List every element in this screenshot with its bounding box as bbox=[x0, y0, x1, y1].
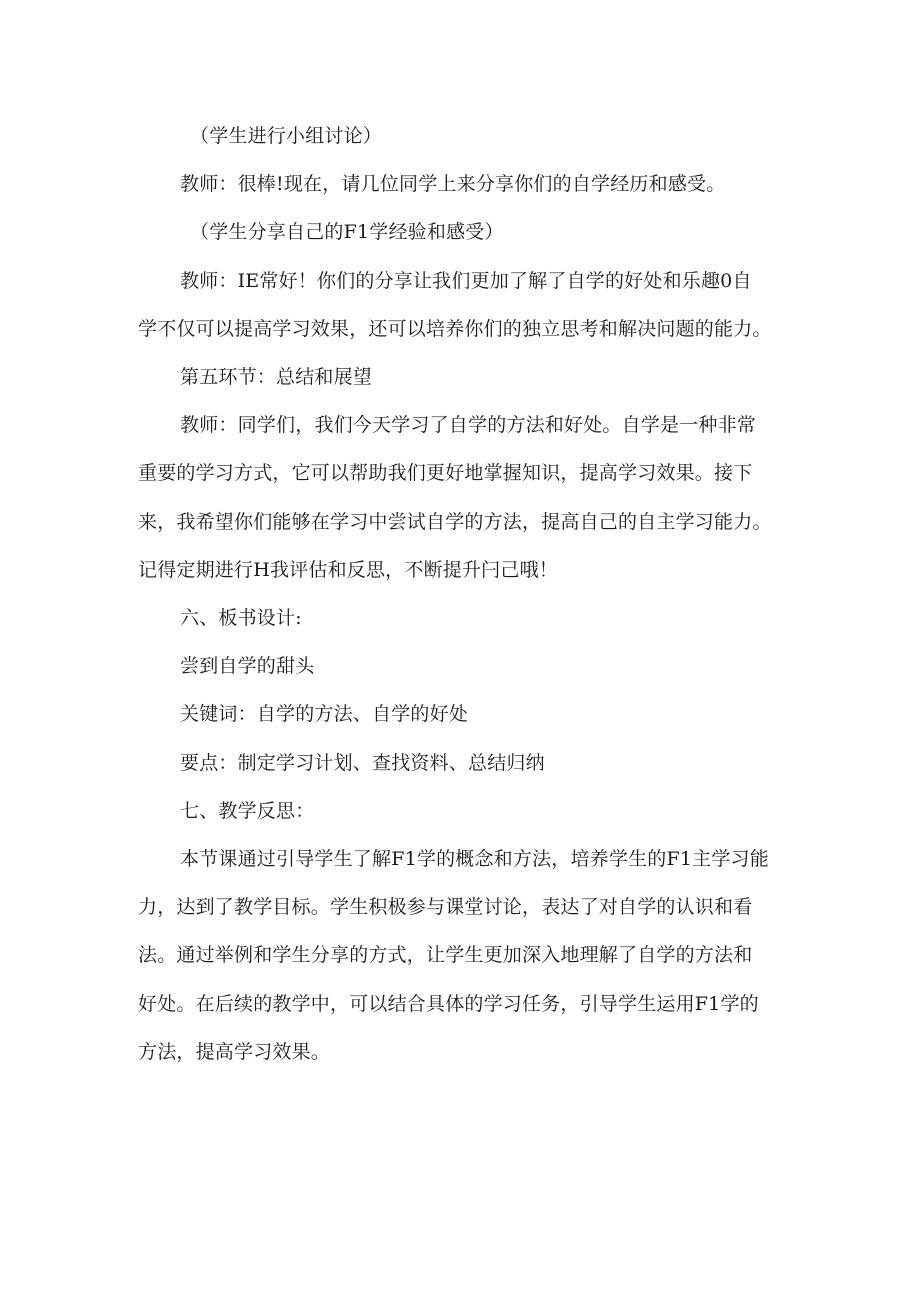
reflection-line-4: 好处。在后续的教学中，可以结合具体的学习任务，引导学生运用F1学的 bbox=[138, 992, 759, 1015]
section-heading-reflection: 七、教学反思： bbox=[180, 799, 315, 822]
stage-direction-discussion: （学生进行小组讨论） bbox=[190, 125, 383, 147]
teacher-line-praise-1: 教师：IE常好！你们的分享让我们更加了解了自学的好处和乐趣0自 bbox=[180, 269, 752, 292]
stage-direction-sharing: （学生分享自己的F1学经验和感受） bbox=[190, 221, 504, 244]
reflection-line-3: 法。通过举例和学生分享的方式，让学生更加深入地理解了自学的方法和 bbox=[138, 944, 753, 967]
teacher-summary-line-2: 重要的学习方式，它可以帮助我们更好地掌握知识，提高学习效果。接下 bbox=[138, 462, 753, 485]
board-key-points: 要点：制定学习计划、查找资料、总结归纳 bbox=[180, 751, 545, 774]
board-title: 尝到自学的甜头 bbox=[180, 655, 315, 678]
teacher-summary-line-1: 教师：同学们，我们今天学习了自学的方法和好处。自学是一种非常 bbox=[180, 414, 757, 437]
teacher-line-invite-sharing: 教师：很棒!现在，请几位同学上来分享你们的自学经历和感受。 bbox=[180, 173, 726, 196]
reflection-line-5: 方法，提高学习效果。 bbox=[138, 1040, 331, 1063]
document-body bbox=[138, 112, 786, 1076]
teacher-summary-line-4: 记得定期进行H我评估和反思，不断提升闩己哦！ bbox=[138, 558, 558, 581]
teacher-summary-line-3: 来，我希望你们能够在学习中尝试自学的方法，提高自己的自主学习能力。 bbox=[138, 510, 772, 533]
teacher-line-praise-2: 学不仅可以提高学习效果，还可以培养你们的独立思考和解决问题的能力。 bbox=[138, 317, 772, 340]
reflection-line-2: 力，达到了教学目标。学生积极参与课堂讨论，表达了对自学的认识和看 bbox=[138, 896, 753, 919]
section-heading-board-design: 六、板书设计: bbox=[180, 607, 302, 630]
section-heading-summary: 第五环节：总结和展望 bbox=[180, 366, 373, 389]
board-keywords: 关键词：自学的方法、自学的好处 bbox=[180, 703, 469, 726]
reflection-line-1: 本节课通过引导学生了解F1学的概念和方法，培养学生的F1主学习能 bbox=[180, 848, 769, 871]
